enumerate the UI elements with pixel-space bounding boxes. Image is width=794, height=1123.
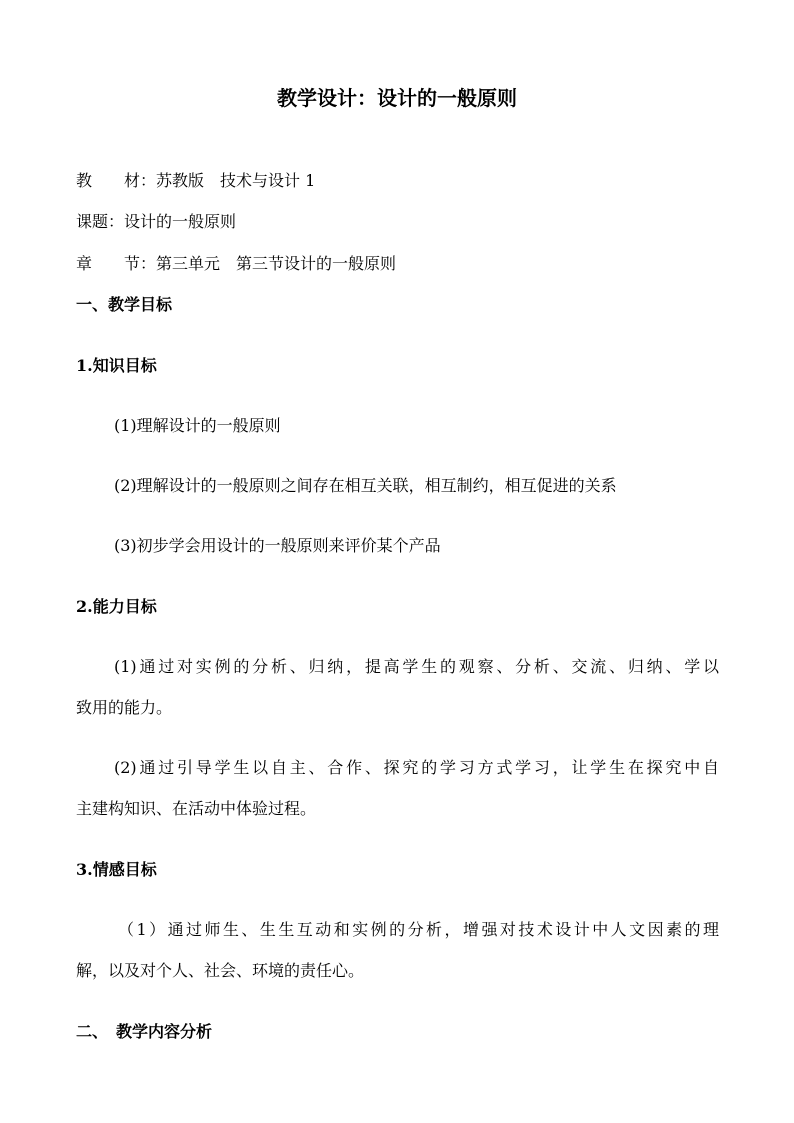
meta-textbook xyxy=(76,171,315,191)
ability-paragraph-2-line-2: 主建构知识、在活动中体验过程。 xyxy=(76,799,317,818)
ability-paragraph-1-line-1: (1)通过对实例的分析、归纳，提高学生的观察、分析、交流、归纳、学以 xyxy=(114,657,719,676)
emotion-paragraph-line-2: 解，以及对个人、社会、环境的责任心。 xyxy=(76,961,365,980)
meta-label: 教 材： xyxy=(76,171,157,190)
meta-label: 章 节： xyxy=(76,254,157,273)
emotion-paragraph-line-1: （1）通过师生、生生互动和实例的分析，增强对技术设计中人文因素的理 xyxy=(118,920,719,939)
meta-chapter xyxy=(76,254,396,274)
subheading-ability: 2.能力目标 xyxy=(76,597,157,616)
ability-paragraph-2-line-1: (2)通过引导学生以自主、合作、探究的学习方式学习，让学生在探究中自 xyxy=(114,758,719,777)
meta-value: 苏教版 技术与设计 1 xyxy=(156,171,316,190)
ability-paragraph-1-line-2: 致用的能力。 xyxy=(76,698,173,717)
document-title: 教学设计：设计的一般原则 xyxy=(277,86,517,110)
section-heading-objectives: 一、教学目标 xyxy=(76,295,173,314)
meta-label: 课题： xyxy=(76,212,125,231)
knowledge-item: (2)理解设计的一般原则之间存在相互关联，相互制约，相互促进的关系 xyxy=(114,476,617,495)
knowledge-item: (1)理解设计的一般原则 xyxy=(114,416,281,435)
meta-value: 设计的一般原则 xyxy=(124,212,237,231)
meta-topic xyxy=(76,212,236,232)
knowledge-item: (3)初步学会用设计的一般原则来评价某个产品 xyxy=(114,536,441,555)
subheading-emotion: 3.情感目标 xyxy=(76,860,157,879)
section-heading-content-analysis: 二、 教学内容分析 xyxy=(76,1022,213,1041)
subheading-knowledge: 1.知识目标 xyxy=(76,356,157,375)
meta-value: 第三单元 第三节设计的一般原则 xyxy=(156,254,397,273)
